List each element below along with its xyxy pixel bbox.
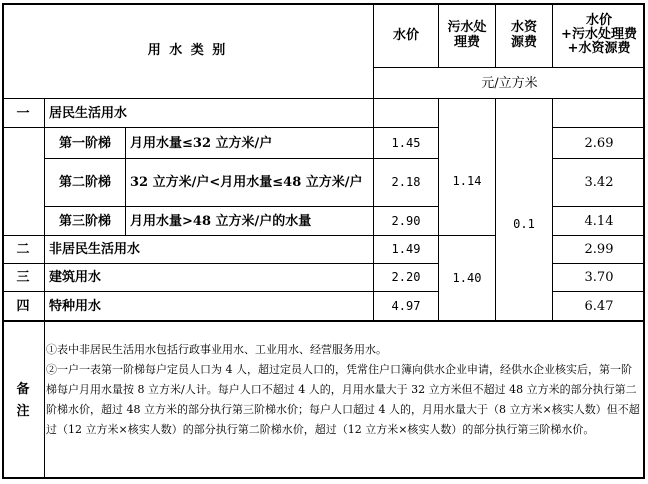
tier2-price: 2.18 xyxy=(391,175,421,189)
sewage-fee-residential: 1.14 xyxy=(452,174,482,188)
resource-fee-all: 0.1 xyxy=(513,216,535,231)
notes-top-line xyxy=(2,320,645,322)
row4-index: 四 xyxy=(16,298,30,314)
row3-index: 三 xyxy=(16,270,30,285)
header-water-price: 水价 xyxy=(392,27,419,43)
tier2-desc: 32 立方米/户<月用水量≤48 立方米/户 xyxy=(130,175,363,190)
note-line-1: ①表中非居民生活用水包括行政事业用水、工业用水、经营服务用水。 xyxy=(46,343,387,356)
header-sewage-fee: 污水处 理费 xyxy=(447,20,487,50)
row3-total: 3.70 xyxy=(584,270,614,285)
tier1-price: 1.45 xyxy=(391,135,421,150)
row1-index: 一 xyxy=(16,105,30,121)
tier2-name: 第二阶梯 xyxy=(58,175,111,190)
row2-price: 1.49 xyxy=(391,242,421,256)
tier1-total: 2.69 xyxy=(584,135,614,151)
header-unit: 元/立方米 xyxy=(481,75,538,91)
sewage-fee-nonresidential: 1.40 xyxy=(452,270,482,285)
row4-name: 特种用水 xyxy=(49,298,102,314)
header-category: 用 水 类 别 xyxy=(147,43,228,58)
note-line-2: ②一户一表第一阶梯每户定员人口为 4 人，超过定员人口的，凭常住户口簿向供水企业申请，经供水企业核实后，第一阶梯每户月用水量按 8 立方米/人计。每户人口不超过 4 人的，月用水量大于 32 立方米但不超过 48 立方米的部分执行第二阶梯水价，超过 48 立方米的部分执行第三阶梯水价；每户人口超过 4 人的，月用水量大于（8 立方米×核实人数）但不超过（12 立方米×核实人数）的部分执行第二阶梯水价，超过（12 立方米×核实人数）的部分执行第三阶梯水价。 xyxy=(46,363,640,436)
row3-name: 建筑用水 xyxy=(49,270,102,285)
row4-total: 6.47 xyxy=(584,298,614,314)
tier2-total: 3.42 xyxy=(584,175,614,190)
row4-price: 4.97 xyxy=(391,298,421,313)
row2-total: 2.99 xyxy=(584,242,614,257)
header-resource-fee: 水资 源费 xyxy=(510,20,537,50)
row2-index: 二 xyxy=(16,242,30,257)
row3-price: 2.20 xyxy=(391,270,421,284)
tier3-total: 4.14 xyxy=(584,213,614,229)
tier3-price: 2.90 xyxy=(391,213,421,228)
tier1-name: 第一阶梯 xyxy=(58,135,111,151)
row1-name: 居民生活用水 xyxy=(49,105,128,121)
tier1-desc: 月用水量≤32 立方米/户 xyxy=(130,135,273,151)
row2-name: 非居民生活用水 xyxy=(49,242,141,257)
notes-content xyxy=(44,340,642,440)
header-total: 水价 +污水处理费 +水资源费 xyxy=(561,13,637,56)
tier3-name: 第三阶梯 xyxy=(58,213,111,229)
tier3-desc: 月用水量>48 立方米/户的水量 xyxy=(130,213,312,229)
notes-label: 备 注 xyxy=(16,381,30,419)
